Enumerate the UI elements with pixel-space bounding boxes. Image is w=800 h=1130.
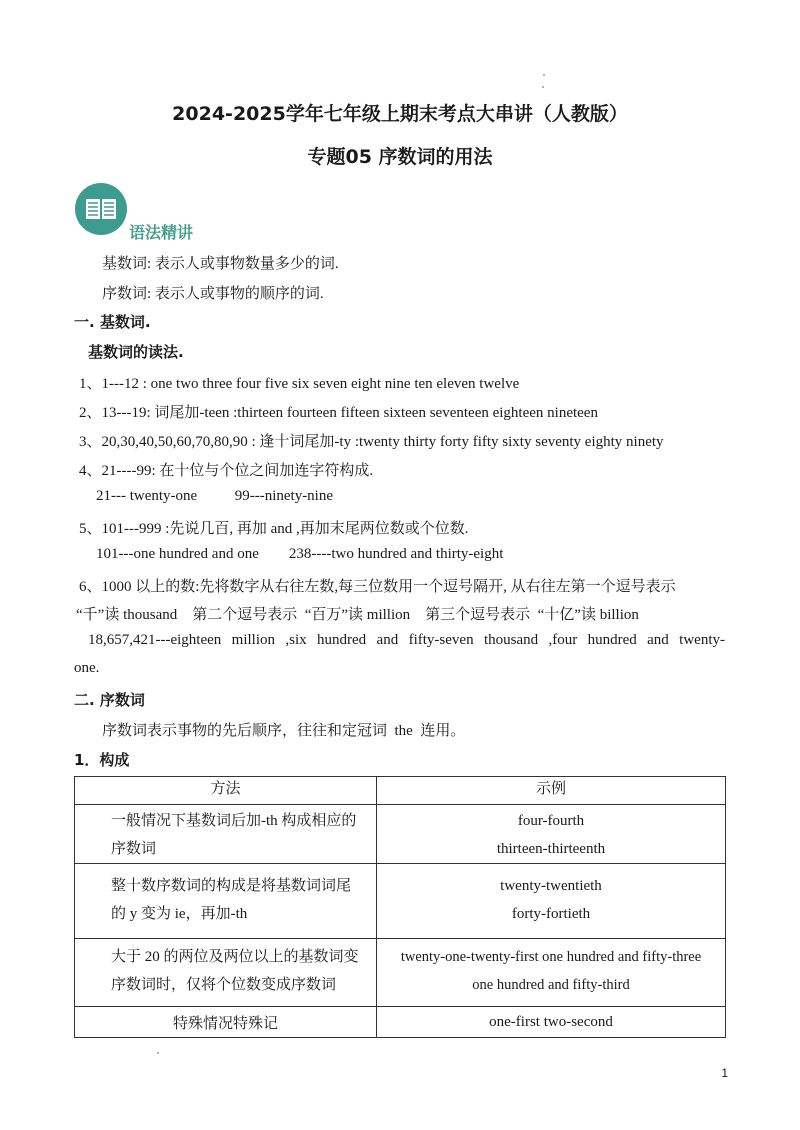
list-item: 5、101---999 :先说几百, 再加 and ,再加末尾两位数或个位数. — [79, 521, 469, 537]
intro-cardinal: 基数词: 表示人或事物数量多少的词. — [102, 256, 339, 272]
list-example-continued: one. — [74, 660, 100, 676]
section-label: 语法精讲 — [129, 223, 194, 242]
list-item: 3、20,30,40,50,60,70,80,90 : 逢十词尾加-ty :twenty thirty forty fifty sixty seventy eighty ninety — [79, 434, 664, 450]
intro-ordinal: 序数词: 表示人或事物的顺序的词. — [102, 286, 324, 302]
page-number: 1 — [721, 1066, 728, 1080]
list-example: 18,657,421---eighteen million ,six hundred and fifty-seven thousand ,four hundred and twenty- — [88, 632, 725, 648]
example-cell: twenty-twentieth forty-fortieth — [377, 864, 726, 939]
method-cell: 大于 20 的两位及两位以上的基数词变 序数词时，仅将个位数变成序数词 — [75, 939, 377, 1007]
example-cell: one-first two-second — [377, 1007, 726, 1038]
example-cell: four-fourth thirteen-thirteenth — [377, 805, 726, 864]
list-example: 101---one hundred and one 238----two hundred and thirty-eight — [96, 546, 504, 562]
speck — [542, 86, 544, 88]
book-icon — [85, 198, 117, 220]
table-header-row — [75, 777, 726, 805]
method-cell: 一般情况下基数词后加-th 构成相应的 序数词 — [75, 805, 377, 864]
method-cell: 整十数序数词的构成是将基数词词尾 的 y 变为 ie，再加-th — [75, 864, 377, 939]
example-cell: twenty-one-twenty-first one hundred and fifty-three one hundred and fifty-third — [377, 939, 726, 1007]
part1-heading: 一. 基数词. — [74, 313, 151, 331]
part2-subheading: 1．构成 — [74, 751, 130, 769]
section-badge — [75, 183, 127, 235]
speck — [157, 1052, 159, 1054]
list-example: 21--- twenty-one 99---ninety-nine — [96, 488, 334, 504]
part1-subheading: 基数词的读法. — [88, 343, 184, 361]
part2-heading: 二. 序数词 — [74, 691, 145, 709]
table-row — [75, 864, 726, 939]
list-item: 1、1---12 : one two three four five six seven eight nine ten eleven twelve — [79, 376, 520, 392]
list-item: 6、1000 以上的数:先将数字从右往左数,每三位数用一个逗号隔开, 从右往左第一个逗号表示 — [79, 579, 676, 595]
method-cell: 特殊情况特殊记 — [75, 1007, 377, 1038]
speck — [543, 74, 545, 76]
page-title: 2024-2025学年七年级上期末考点大串讲（人教版） — [172, 103, 628, 125]
table-row — [75, 939, 726, 1007]
table-row — [75, 805, 726, 864]
page-subtitle: 专题05 序数词的用法 — [307, 146, 493, 168]
part2-description: 序数词表示事物的先后顺序，往往和定冠词 the 连用。 — [102, 723, 466, 739]
table-header: 示例 — [377, 777, 726, 805]
list-item-continued: “千”读 thousand 第二个逗号表示 “百万”读 million 第三个逗号表示 “十亿”读 billion — [76, 607, 639, 623]
list-item: 4、21----99: 在十位与个位之间加连字符构成. — [79, 463, 374, 479]
ordinal-formation-table — [74, 776, 726, 1038]
table-row — [75, 1007, 726, 1038]
table-header: 方法 — [75, 777, 377, 805]
list-item: 2、13---19: 词尾加-teen :thirteen fourteen fifteen sixteen seventeen eighteen nineteen — [79, 405, 598, 421]
